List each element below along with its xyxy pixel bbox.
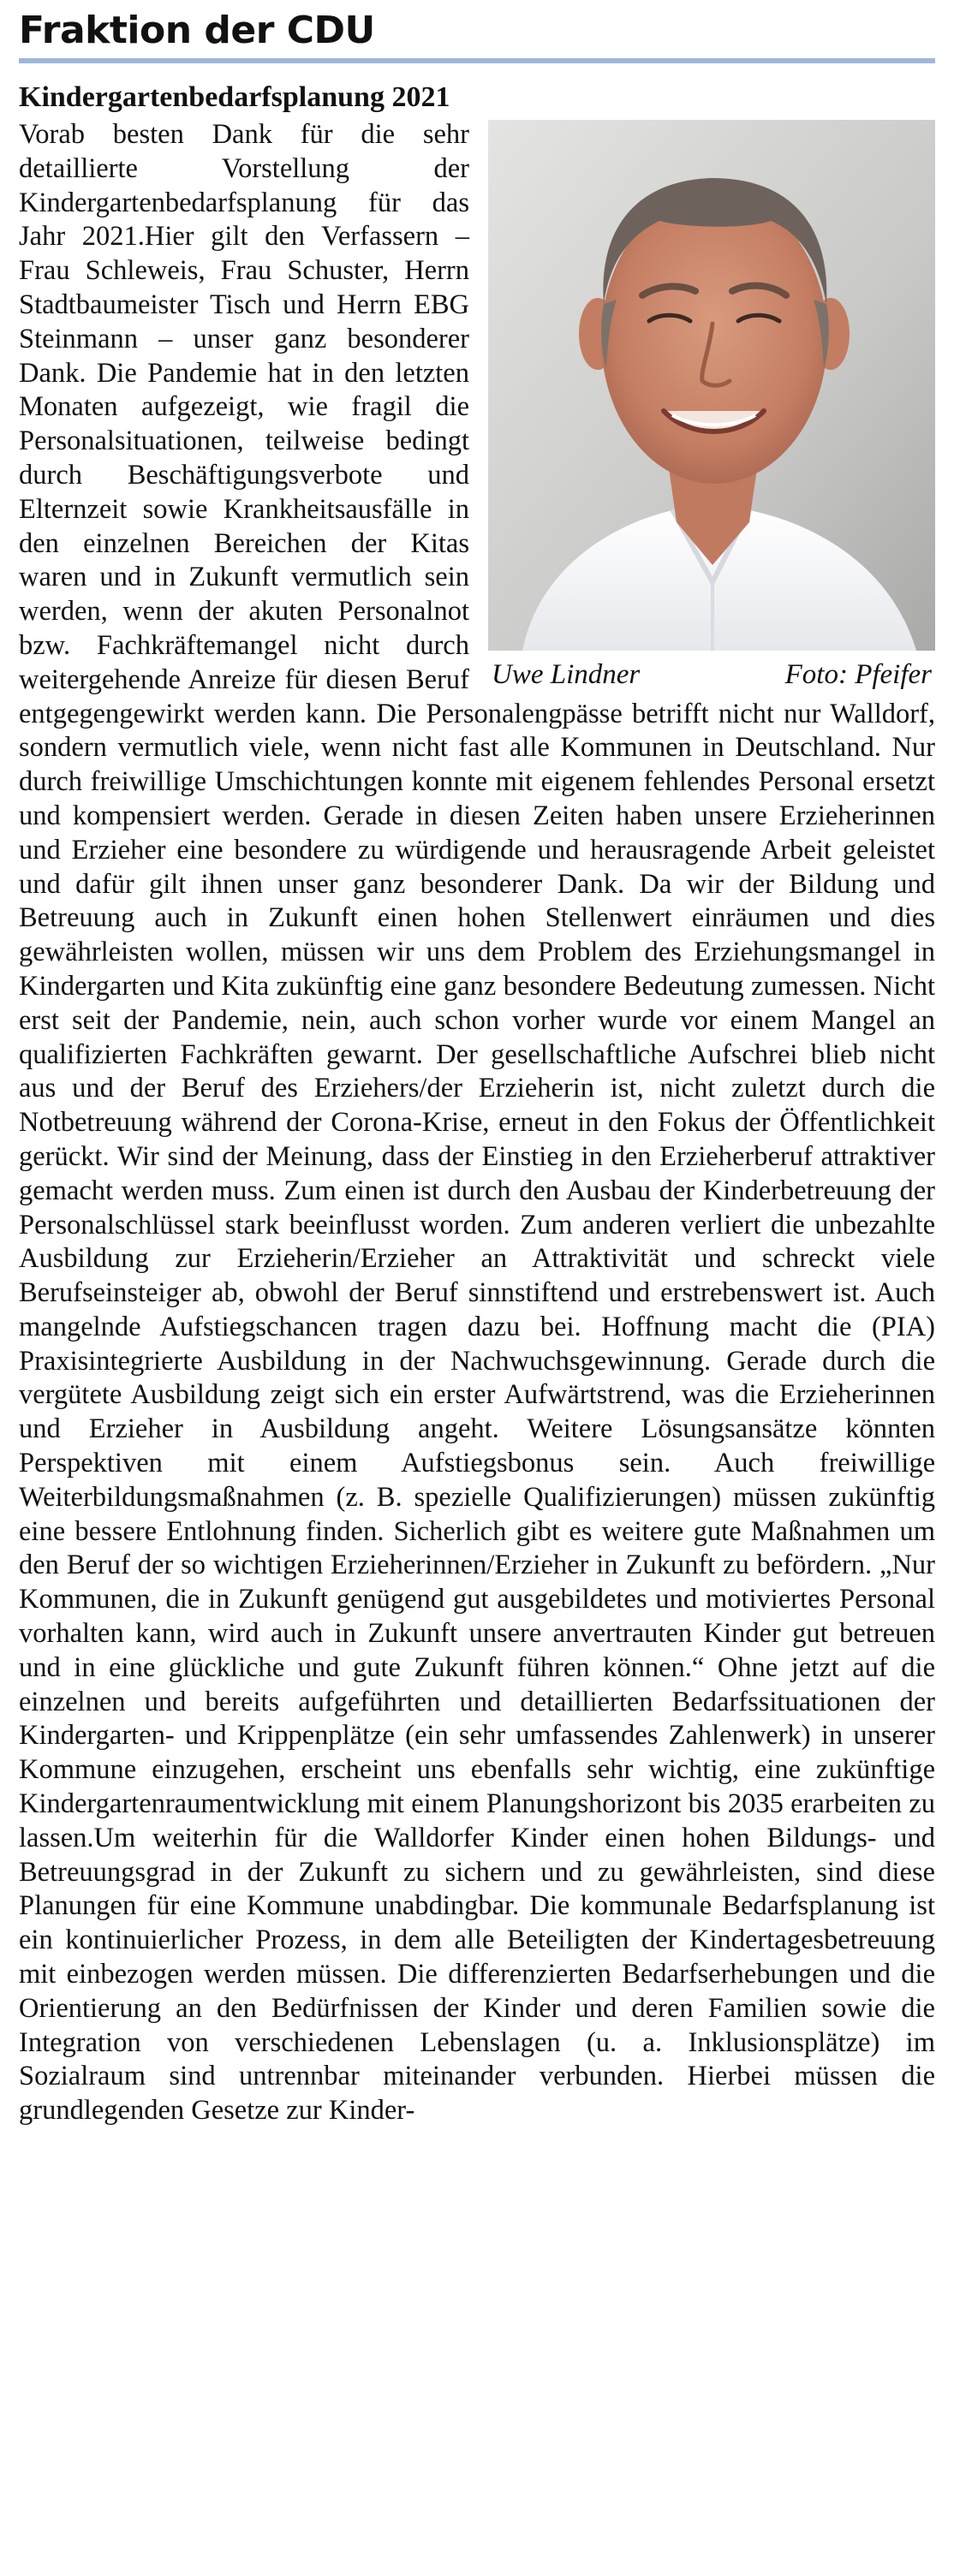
portrait-figure — [488, 120, 935, 693]
header-divider — [19, 58, 935, 63]
caption-credit: Foto: Pfeifer — [784, 659, 932, 690]
caption-name: Uwe Lindner — [492, 659, 641, 690]
photo-caption — [488, 651, 935, 693]
article — [19, 79, 935, 2128]
section-title: Fraktion der CDU — [19, 9, 375, 52]
section-header — [19, 7, 935, 65]
article-body: Vorab besten Dank für die sehr detaillierte Vorstellung der Kindergartenbedarfsplanung für das Jahr 2021.Hier gilt den Verfassern – Frau Schleweis, Frau Schuster, Herrn Stadtbaumeister Tisch und Herrn EBG Steinmann – unser ganz besonderer Dank. Die Pandemie hat in den letzten Monaten aufgezeigt, wie fragil die Personalsituationen, teilweise bedingt durch Beschäftigungsverbote und Elternzeit sowie Krankheitsausfälle in den einzelnen Bereichen der Kitas waren und in Zukunft vermutlich sein werden, wenn der akuten Personalnot bzw. Fachkräftemangel nicht durch weitergehende Anreize für diesen Beruf entgegengewirkt werden kann. Die Personalengpässe betrifft nicht nur Walldorf, sondern vermutlich viele, wenn nicht fast alle Kommunen in Deutschland. Nur durch freiwillige Umschichtungen konnte mit eigenem fehlendes Personal ersetzt und kompensiert werden. Gerade in diesen Zeiten haben unsere Erzieherinnen und Erzieher eine besondere zu würdigende und herausragende Arbeit geleistet und dafür gilt ihnen unser ganz besonderer Dank. Da wir der Bildung und Betreuung auch in Zukunft einen hohen Stellenwert einräumen und dies gewährleisten wollen, müssen wir uns dem Problem des Erziehungsmangel in Kindergarten und Kita zukünftig eine ganz besondere Bedeutung zumessen. Nicht erst seit der Pandemie, nein, auch schon vorher wurde vor einem Mangel an qualifizierten Fachkräften gewarnt. Der gesellschaftliche Aufschrei blieb nicht aus und der Beruf des Erziehers/der Erzieherin ist, nicht zuletzt durch die Notbetreuung während der Corona-Krise, erneut in den Fokus der Öffentlichkeit gerückt. Wir sind der Meinung, dass der Einstieg in den Erzieherberuf attraktiver gemacht werden muss. Zum einen ist durch den Ausbau der Kinderbetreuung der Personalschlüssel stark beeinflusst worden. Zum anderen verliert die unbezahlte Ausbildung zur Erzieherin/Erzieher an Attraktivität und schreckt viele Berufseinsteiger ab, obwohl der Beruf sinnstiftend und erstrebenswert ist. Auch mangelnde Aufstiegschancen tragen dazu bei. Hoffnung macht die (PIA) Praxisintegrierte Ausbildung in der Nachwuchsgewinnung. Gerade durch die vergütete Ausbildung zeigt sich ein erster Aufwärtstrend, was die Erzieherinnen und Erzieher in Ausbildung angeht. Weitere Lösungsansätze könnten Perspektiven mit einem Aufstiegsbonus sein. Auch freiwillige Weiterbildungsmaßnahmen (z. B. spezielle Qualifizierungen) müssen zukünftig eine bessere Entlohnung finden. Sicherlich gibt es weitere gute Maßnahmen um den Beruf der so wichtigen Erzieherinnen/Erzieher in Zukunft zu befördern. „Nur Kommunen, die in Zukunft genügend gut ausgebildetes und motiviertes Personal vorhalten kann, wird auch in Zukunft unsere anvertrauten Kinder gut betreuen und in eine glückliche und gute Zukunft führen können.“ Ohne jetzt auf die einzelnen und bereits aufgeführten und detaillierten Bedarfssituationen der Kindergarten- und Krippenplätze (ein sehr umfassendes Zahlenwerk) in unserer Kommune einzugehen, erscheint uns ebenfalls sehr wichtig, eine zukünftige Kindergartenraumentwicklung mit einem Planungshorizont bis 2035 erarbeiten zu lassen.Um weiterhin für die Walldorfer Kinder einen hohen Bildungs- und Betreuungsgrad in der Zukunft zu sichern und zu gewährleisten, sind diese Planungen für eine Kommune unabdingbar. Die kommunale Bedarfsplanung ist ein kontinuierlicher Prozess, in dem alle Beteiligten der Kindertagesbetreuung mit einbezogen werden müssen. Die differenzierten Bedarfserhebungen und die Orientierung an den Bedürfnissen der Kinder und deren Familien sowie die Integration von verschiedenen Lebenslagen (u. a. Inklusionsplätze) im Sozialraum sind untrennbar miteinander verbunden. Hierbei müssen die grundlegenden Gesetze zur Kinder- — [19, 119, 935, 2127]
portrait-photo — [488, 120, 935, 651]
article-headline: Kindergartenbedarfsplanung 2021 — [19, 81, 450, 113]
